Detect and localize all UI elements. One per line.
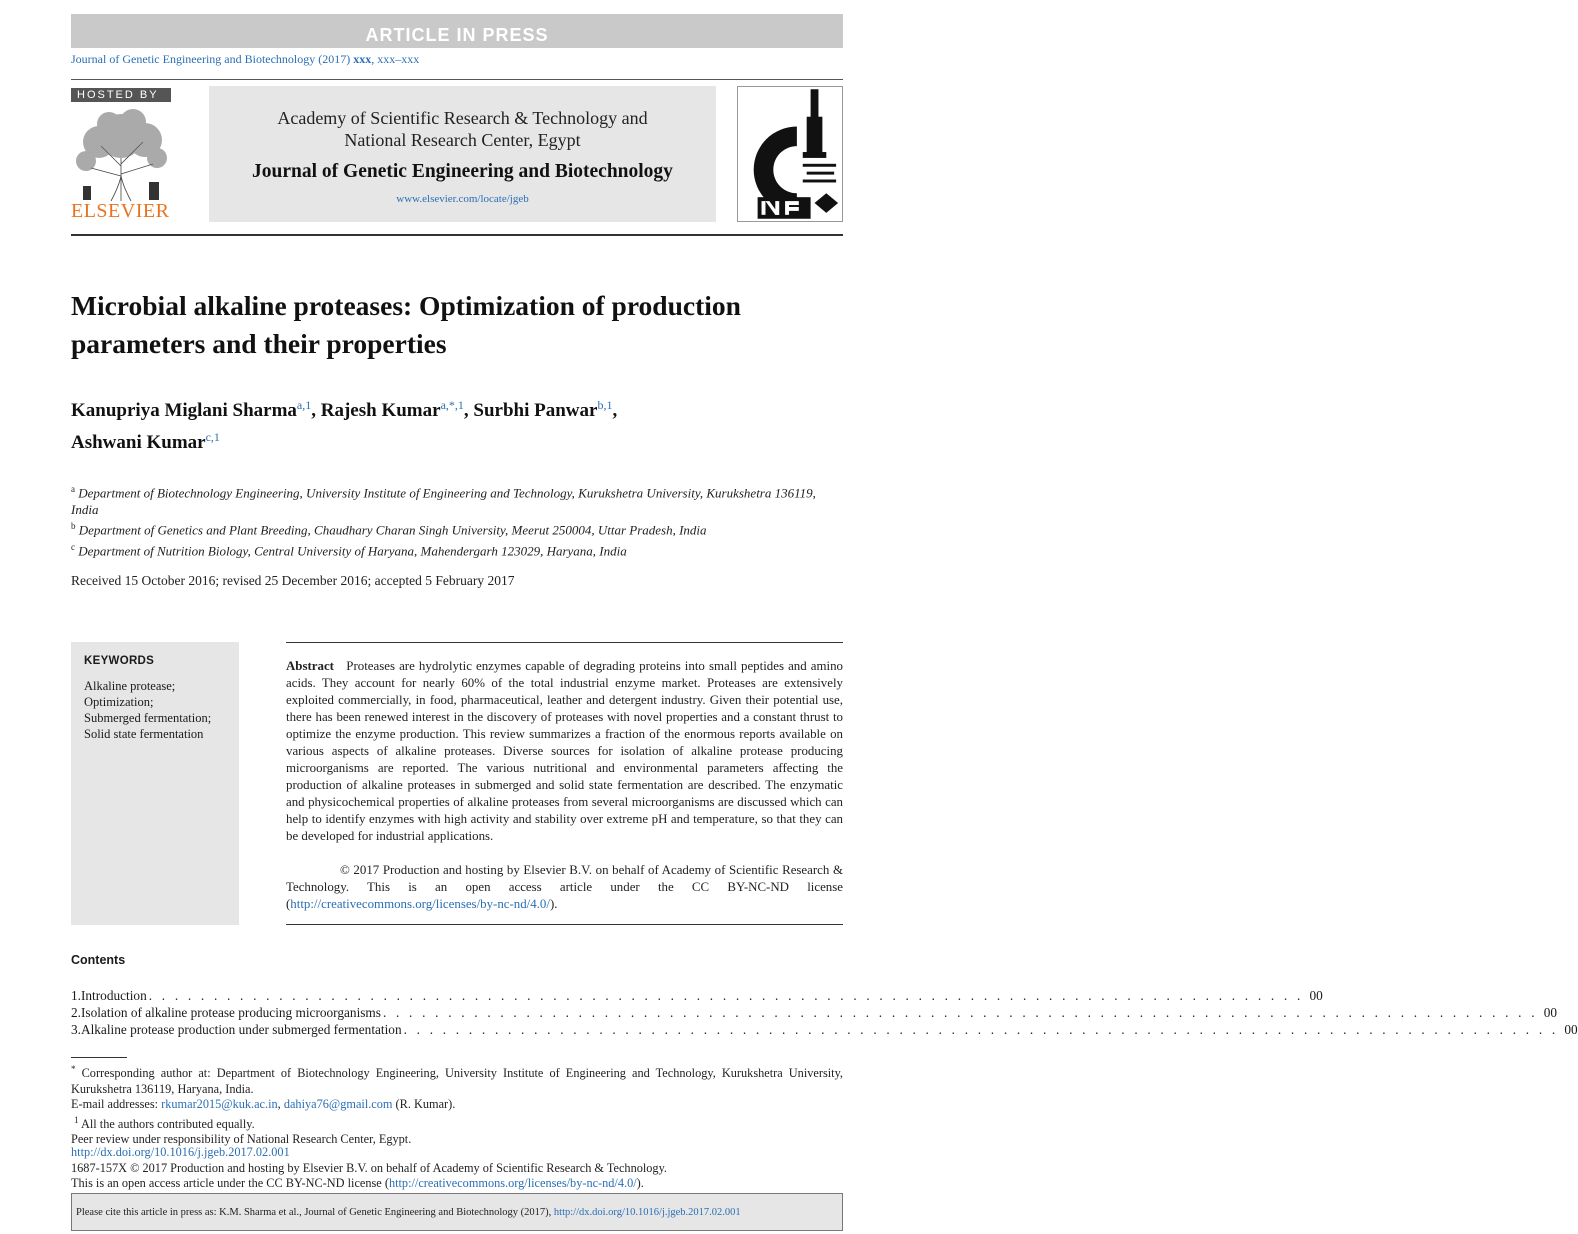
copyright-end: ).: [549, 897, 558, 911]
footnote-rule: [71, 1057, 127, 1058]
article-title: Microbial alkaline proteases: Optimization of production parameters and their properties: [71, 290, 741, 359]
author-separator: ,: [311, 400, 321, 421]
journal-citation-text: Journal of Genetic Engineering and Biotechnology (2017): [71, 52, 354, 66]
toc-leader: . . . . . . . . . . . . . . . . . . . . . . . . . . . . . . . . . . . . . . . . . . . . . . . . . . . . . . . . . . . . . . . . . . . . . . . . . . . . . . . . . . . . . . . . .: [403, 1022, 1559, 1037]
affiliation-c: [71, 539, 843, 559]
email-link-2[interactable]: dahiya76@gmail.com: [283, 1097, 393, 1112]
toc-page: 00: [1309, 988, 1323, 1003]
footnote-equal: $^1$ All the authors contributed equally.: [74, 1114, 255, 1131]
abstract-copyright: [286, 862, 843, 913]
article-in-press-banner: ARTICLE IN PRESS: [71, 14, 843, 48]
author-affiliation-mark[interactable]: a,*,1: [440, 398, 464, 412]
keyword-item: Alkaline protease;: [84, 679, 176, 693]
header-divider: [71, 234, 843, 236]
abstract-label: Abstract: [286, 659, 334, 673]
toc-item[interactable]: [71, 1004, 1558, 1021]
keyword-item: Submerged fermentation;: [84, 711, 212, 725]
toc-item[interactable]: [71, 987, 1323, 1004]
footnote-peer-review: Peer review under responsibility of National Research Center, Egypt.: [71, 1132, 412, 1147]
affiliation-b: [71, 518, 843, 538]
open-access-license-link[interactable]: http://creativecommons.org/licenses/by-nc-nd/4.0/: [388, 1176, 637, 1190]
author-list: [71, 392, 843, 456]
author-name: Surbhi Panwar: [473, 400, 598, 421]
header-journal-title: Journal of Genetic Engineering and Biotechnology: [252, 161, 673, 182]
journal-header-box: [209, 86, 716, 222]
email-tail: (R. Kumar).: [392, 1097, 456, 1112]
open-access-line: [71, 1176, 843, 1192]
header-institution: Academy of Scientific Research & Technology and National Research Center, Egypt: [277, 108, 648, 150]
issn-line: 1687-157X © 2017 Production and hosting by Elsevier B.V. on behalf of Academy of Scientific Research & Technology.: [71, 1160, 668, 1175]
abstract-top-rule: [286, 642, 843, 643]
table-of-contents: [71, 987, 1578, 1038]
toc-title: Introduction: [80, 988, 147, 1003]
toc-title: Isolation of alkaline protease producing microorganisms: [80, 1005, 381, 1020]
author-affiliation-mark[interactable]: a,1: [296, 398, 312, 412]
affiliation-mark: c: [71, 541, 75, 552]
email-separator: ,: [277, 1097, 284, 1112]
email-link-1[interactable]: rkumar2015@kuk.ac.in: [161, 1097, 278, 1112]
toc-number: 1.: [71, 988, 81, 1003]
cite-doi-link[interactable]: http://dx.doi.org/10.1016/j.jgeb.2017.02.001: [553, 1207, 741, 1218]
equal-contribution-text: All the authors contributed equally.: [80, 1116, 255, 1131]
toc-number: 2.: [71, 1005, 81, 1020]
email-label: E-mail addresses:: [71, 1097, 162, 1112]
copyright-text: © 2017 Production and hosting by Elsevier B.V. on behalf of Academy of Scientific Research & Technology. This is an open access article under the CC BY-NC-ND license (: [286, 863, 843, 911]
affiliation-text: Department of Genetics and Plant Breeding, Chaudhary Charan Singh University, Meerut 250004, Uttar Pradesh, India: [78, 522, 707, 538]
contents-heading: Contents: [71, 953, 126, 967]
journal-volume: xxx: [353, 52, 372, 66]
doi-block: [71, 1145, 843, 1192]
open-access-text: This is an open access article under the CC BY-NC-ND license (: [71, 1176, 389, 1190]
author-separator: ,: [463, 400, 474, 421]
corresponding-text: Corresponding author at: Department of Biotechnology Engineering, University Institute of Engineering and Technology, Kurukshetra University, Kurukshetra 136119, Haryana, India.: [71, 1066, 843, 1096]
footnote-emails: [71, 1097, 843, 1113]
affiliation-mark: a: [71, 484, 75, 494]
keywords-box: [71, 642, 239, 925]
author-separator: ,: [612, 400, 618, 421]
abstract: [286, 658, 843, 845]
journal-citation-line[interactable]: [71, 52, 419, 67]
author-affiliation-mark[interactable]: b,1: [597, 398, 613, 412]
abstract-bottom-rule: [286, 924, 843, 925]
footnotes: [71, 1062, 843, 1148]
doi-link[interactable]: http://dx.doi.org/10.1016/j.jgeb.2017.02.001: [71, 1145, 290, 1159]
toc-leader: . . . . . . . . . . . . . . . . . . . . . . . . . . . . . . . . . . . . . . . . . . . . . . . . . . . . . . . . . . . . . . . . . . . . . . . . . . . . . . . . . . . . . . . . .: [148, 988, 1304, 1003]
hosted-by-label: HOSTED BY: [71, 88, 171, 102]
affiliations: [71, 481, 843, 559]
nrc-logo: [737, 86, 843, 222]
affiliation-mark: b: [71, 521, 76, 532]
cite-text: Please cite this article in press as: K.M. Sharma et al., Journal of Genetic Engineering and Biotechnology (2017),: [76, 1207, 554, 1218]
toc-item[interactable]: [71, 1021, 1578, 1038]
elsevier-wordmark: ELSEVIER: [71, 200, 170, 222]
journal-pages: , xxx–xxx: [371, 52, 420, 66]
affiliation-text: Department of Nutrition Biology, Central University of Haryana, Mahendergarh 123029, Haryana, India: [78, 542, 627, 558]
open-access-end: ).: [636, 1176, 644, 1190]
keywords-heading: KEYWORDS: [84, 655, 155, 667]
header-journal-url[interactable]: www.elsevier.com/locate/jgeb: [396, 193, 529, 205]
affiliation-text: Department of Biotechnology Engineering, University Institute of Engineering and Technology, Kurukshetra University, Kurukshetra 136119, India: [71, 485, 816, 518]
header-rule: [71, 79, 843, 80]
toc-title: Alkaline protease production under submerged fermentation: [80, 1022, 402, 1037]
toc-leader: . . . . . . . . . . . . . . . . . . . . . . . . . . . . . . . . . . . . . . . . . . . . . . . . . . . . . . . . . . . . . . . . . . . . . . . . . . . . . . . . . . . . . . . . .: [382, 1005, 1538, 1020]
author-affiliation-mark[interactable]: c,1: [205, 430, 220, 444]
author-name: Kanupriya Miglani Sharma: [71, 400, 297, 421]
toc-page: 00: [1564, 1022, 1578, 1037]
affiliation-a: [71, 481, 843, 518]
author-name: Rajesh Kumar: [320, 400, 441, 421]
toc-page: 00: [1543, 1005, 1558, 1020]
abstract-text: Proteases are hydrolytic enzymes capable of degrading proteins into small peptides and amino acids. They account for nearly 60% of the total industrial enzyme market. Proteases are extensively exploited commercially, in food, pharmaceutical, leather and detergent industry. Given their potential use, there has been renewed interest in the discovery of proteases with novel properties and a constant thrust to optimize the enzyme production. This review summarizes a fraction of the enormous reports available on various aspects of alkaline proteases. Diverse sources for isolation of alkaline protease producing microorganisms are reported. The various nutritional and environmental parameters affecting the production of alkaline proteases in submerged and solid state fermentation are described. The enzymatic and physicochemical properties of alkaline proteases from several microorganisms are discussed which can help to identify enzymes with high activity and stability over extreme pH and temperature, so that they can be developed for industrial applications.: [286, 659, 844, 843]
elsevier-tree-logo: [71, 106, 171, 202]
cite-box: [71, 1193, 843, 1231]
keyword-item: Optimization;: [84, 695, 154, 709]
toc-number: 3.: [71, 1022, 81, 1037]
author-name: Ashwani Kumar: [71, 432, 206, 453]
footnote-corresponding: * Corresponding author at: Department of Biotechnology Engineering, University Institute of Engineering and Technology, Kurukshetra University, Kurukshetra 136119, Haryana, India.: [71, 1064, 843, 1096]
keyword-item: Solid state fermentation: [84, 727, 204, 741]
received-dates: Received 15 October 2016; revised 25 December 2016; accepted 5 February 2017: [71, 573, 515, 588]
license-link[interactable]: http://creativecommons.org/licenses/by-nc-nd/4.0/: [290, 897, 550, 911]
